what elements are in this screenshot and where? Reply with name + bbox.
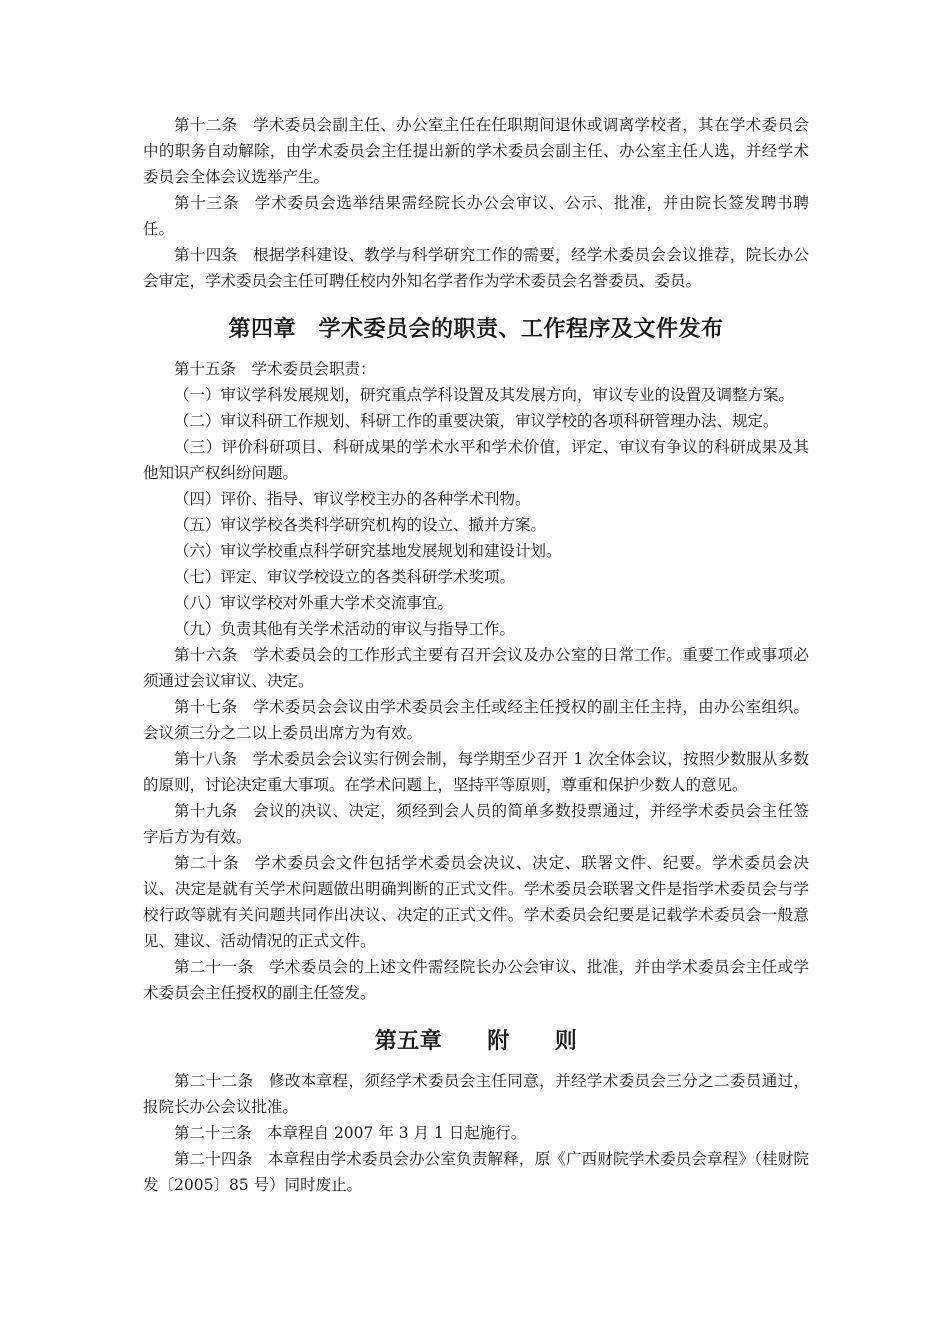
- article-text: 本章程自 2007 年 3 月 1 日起施行。: [267, 1124, 527, 1142]
- article-number: 第二十四条: [174, 1150, 253, 1168]
- article-number: 第二十一条: [174, 958, 254, 976]
- article-text: 本章程由学术委员会办公室负责解释，原《广西财院学术委员会章程》（桂财院发〔2005〕85 号）同时废止。: [143, 1150, 809, 1194]
- duty-item-1: （一）审议学科发展规划，研究重点学科设置及其发展方向，审议专业的设置及调整方案。: [174, 386, 795, 404]
- article-23: [143, 1120, 809, 1146]
- article-text: 学术委员会选举结果需经院长办公会审议、公示、批准，并由院长签发聘书聘任。: [143, 194, 809, 238]
- article-number: 第二十二条: [174, 1072, 254, 1090]
- article-text: 学术委员会文件包括学术委员会决议、决定、联署文件、纪要。学术委员会决议、决定是就有关学术问题做出明确判断的正式文件。学术委员会联署文件是指学术委员会与学校行政等就有关问题共同作出决议、决定的正式文件。学术委员会纪要是记载学术委员会一般意见、建议、活动情况的正式文件。: [143, 854, 809, 950]
- article-text: 学术委员会会议由学术委员会主任或经主任授权的副主任主持，由办公室组织。会议须三分之二以上委员出席方为有效。: [143, 698, 809, 742]
- document-page: [143, 112, 809, 1198]
- article-number: 第二十三条: [174, 1124, 252, 1142]
- article-19: [143, 798, 809, 850]
- article-12: [143, 112, 809, 190]
- article-14: [143, 242, 809, 294]
- article-18: [143, 746, 809, 798]
- article-number: 第十二条: [174, 116, 238, 134]
- article-text: 修改本章程，须经学术委员会主任同意，并经学术委员会三分之二委员通过，报院长办公会议批准。: [143, 1072, 809, 1116]
- article-text: 学术委员会会议实行例会制，每学期至少召开 1 次全体会议，按照少数服从多数的原则，讨论决定重大事项。在学术问题上，坚持平等原则，尊重和保护少数人的意见。: [143, 750, 809, 794]
- duty-item-2: （二）审议科研工作规划、科研工作的重要决策，审议学校的各项科研管理办法、规定。: [174, 412, 779, 430]
- article-15: [143, 356, 809, 382]
- article-number: 第十八条: [174, 750, 238, 768]
- duty-item-5: （五）审议学校各类科学研究机构的设立、撤并方案。: [174, 516, 547, 534]
- article-22: [143, 1068, 809, 1120]
- article-text: 会议的决议、决定，须经到会人员的简单多数投票通过，并经学术委员会主任签字后方为有效。: [143, 802, 809, 846]
- article-16: [143, 642, 809, 694]
- article-13: [143, 190, 809, 242]
- article-number: 第十六条: [174, 646, 238, 664]
- article-20: [143, 850, 809, 954]
- article-text: 学术委员会的工作形式主要有召开会议及办公室的日常工作。重要工作或事项必须通过会议审议、决定。: [143, 646, 809, 690]
- article-text: 根据学科建设、教学与科学研究工作的需要，经学术委员会会议推荐，院长办公会审定，学术委员会主任可聘任校内外知名学者作为学术委员会名誉委员、委员。: [143, 246, 809, 290]
- article-text: 学术委员会副主任、办公室主任在任职期间退休或调离学校者，其在学术委员会中的职务自动解除，由学术委员会主任提出新的学术委员会副主任、办公室主任人选，并经学术委员会全体会议选举产生。: [143, 116, 809, 186]
- duty-item-6: （六）审议学校重点科学研究基地发展规划和建设计划。: [174, 542, 562, 560]
- article-number: 第十四条: [174, 246, 238, 264]
- duty-item-4: （四）评价、指导、审议学校主办的各种学术刊物。: [174, 490, 531, 508]
- article-number: 第十五条: [174, 360, 237, 378]
- article-number: 第十三条: [174, 194, 240, 212]
- duty-item-3: （三）评价科研项目、科研成果的学术水平和学术价值，评定、审议有争议的科研成果及其他知识产权纠纷问题。: [143, 438, 809, 482]
- article-text: 学术委员会职责：: [251, 360, 376, 378]
- article-number: 第十七条: [174, 698, 238, 716]
- article-24: [143, 1146, 809, 1198]
- chapter-5-title: 第五章 附 则: [374, 1028, 578, 1054]
- article-number: 第十九条: [174, 802, 238, 820]
- article-text: 学术委员会的上述文件需经院长办公会审议、批准，并由学术委员会主任或学术委员会主任授权的副主任签发。: [143, 958, 809, 1002]
- article-21: [143, 954, 809, 1006]
- article-number: 第二十条: [174, 854, 240, 872]
- chapter-4-title: 第四章 学术委员会的职责、工作程序及文件发布: [228, 316, 724, 342]
- duty-item-8: （八）审议学校对外重大学术交流事宜。: [174, 594, 454, 612]
- article-17: [143, 694, 809, 746]
- duty-item-9: （九）负责其他有关学术活动的审议与指导工作。: [174, 620, 516, 638]
- duty-item-7: （七）评定、审议学校设立的各类科研学术奖项。: [174, 568, 516, 586]
